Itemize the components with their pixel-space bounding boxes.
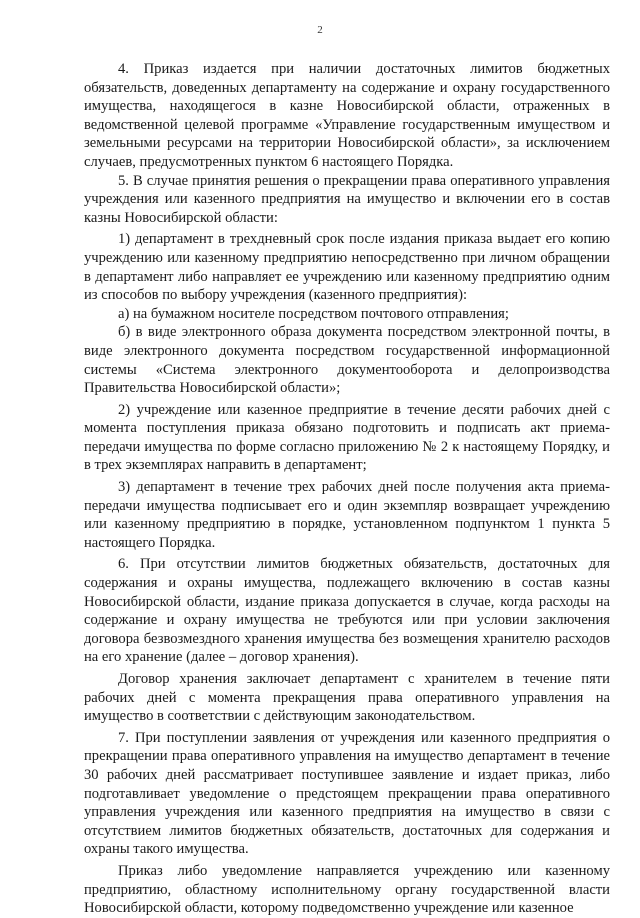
paragraph-subitem-1: 1) департамент в трехдневный срок после издания приказа выдает его копию учреждению или казенному предприятию непосредственно при личном обращении в департамент либо направляет ее учреждению или казенному предприятию одним из способов по выбору учреждения (казенного предприятия):: [84, 231, 610, 304]
paragraph-notification: Приказ либо уведомление направляется учреждению или казенному предприятию, областному исполнительному органу государственной власти Новосибирской области, которому подведомственно учреждение или казенное: [84, 862, 610, 917]
paragraph-subitem-a: а) на бумажном носителе посредством почтового отправления;: [118, 305, 509, 322]
paragraph-item-5: 5. В случае принятия решения о прекращении права оперативного управления учреждения или казенного предприятия на имущество и включении его в состав казны Новосибирской области:: [84, 172, 610, 226]
document-body: [84, 60, 610, 918]
paragraph-item-6: 6. При отсутствии лимитов бюджетных обязательств, достаточных для содержания и охраны имущества, подлежащего включению в состав казны Новосибирской области, издание приказа допускается в случае, когда расходы на содержание и охрану имущества не требуются или при условии заключения договора безвозмездного хранения имущества без возмещения хранителю расходов на его хранение (далее – договор хранения).: [84, 556, 610, 666]
page-number: 2: [317, 24, 323, 36]
paragraph-subitem-b: б) в виде электронного образа документа посредством электронной почты, в виде электронного документа посредством государственной информационной системы «Система электронного документооборота и делопроизводства Правительства Новосибирской области»;: [84, 324, 610, 397]
paragraph-item-7: 7. При поступлении заявления от учреждения или казенного предприятия о прекращении права оперативного управления на имущество департамент в течение 30 рабочих дней рассматривает поступившее заявление и издает приказ, либо подготавливает уведомление о предстоящем прекращении права оперативного управления учреждения или казенного предприятия на имущество в связи с отсутствием лимитов бюджетных обязательств, достаточных для содержания и охраны такого имущества.: [84, 729, 610, 858]
paragraph-subitem-2: 2) учреждение или казенное предприятие в течение десяти рабочих дней с момента поступления приказа обязано подготовить и подписать акт приема-передачи имущества по форме согласно приложению № 2 к настоящему Порядку, и в трех экземплярах направить в департамент;: [84, 401, 610, 474]
paragraph-storage-agreement: Договор хранения заключает департамент с хранителем в течение пяти рабочих дней с момента прекращения права оперативного управления на имущество в соответствии с действующим законодательством.: [84, 671, 610, 725]
paragraph-subitem-3: 3) департамент в течение трех рабочих дней после получения акта приема-передачи имущества подписывает его и один экземпляр возвращает учреждению или казенному предприятию в порядке, установленном подпунктом 1 пункта 5 настоящего Порядка.: [84, 479, 610, 551]
paragraph-item-4: 4. Приказ издается при наличии достаточных лимитов бюджетных обязательств, доведенных департаменту на содержание и охрану государственного имущества, находящегося в казне Новосибирской области, отраженных в ведомственной целевой программе «Управление государственным имуществом и земельными ресурсами на территории Новосибирской области», за исключением случаев, предусмотренных пунктом 6 настоящего Порядка.: [84, 61, 610, 170]
